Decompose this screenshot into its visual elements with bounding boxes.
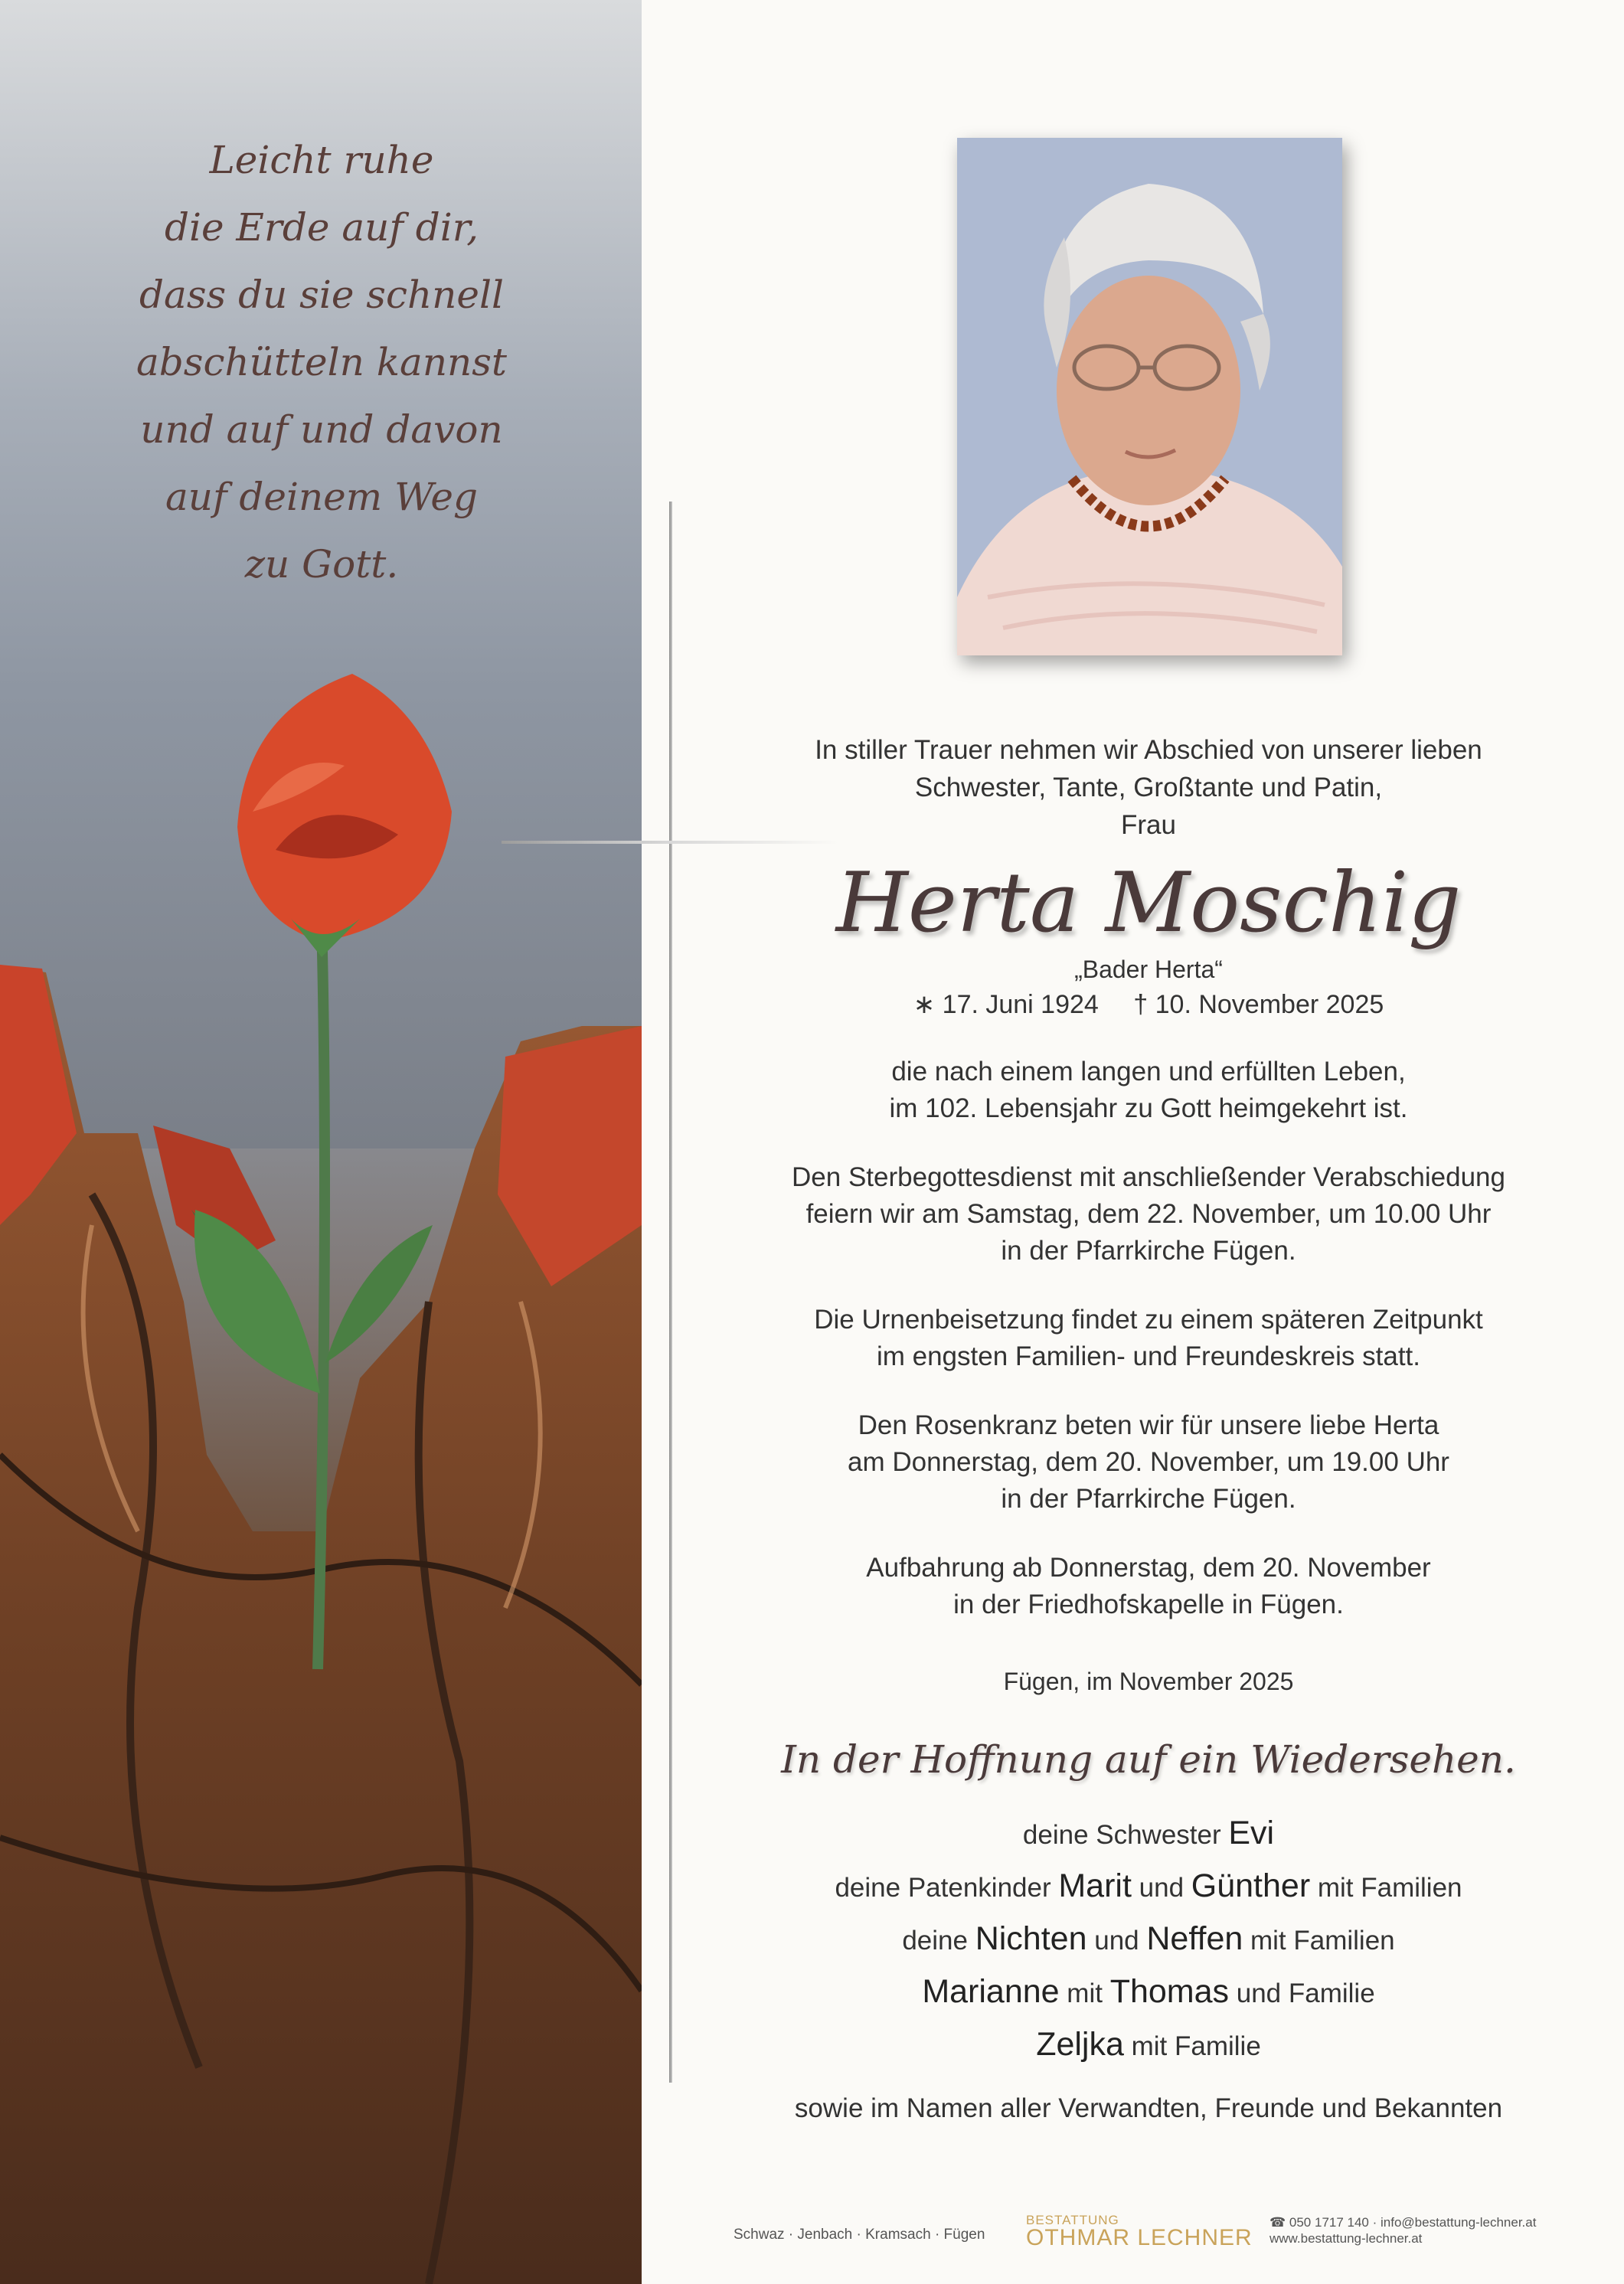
mourner-text: deine — [902, 1926, 975, 1956]
website-link[interactable]: www.bestattung-lechner.at — [1269, 2231, 1423, 2246]
mourner-text: mit Familien — [1243, 1926, 1395, 1956]
paragraph — [735, 1302, 1562, 1375]
poem-line: abschütteln kannst — [136, 340, 507, 384]
paragraph-line: Den Rosenkranz beten wir für unsere liebe Herta — [858, 1410, 1439, 1440]
poem-line: und auf und davon — [140, 407, 503, 452]
mourner-text: deine Schwester — [1022, 1820, 1229, 1850]
mourner-text: und — [1086, 1926, 1147, 1956]
mourner-name: Nichten — [975, 1920, 1087, 1957]
mourner-text: und — [1131, 1873, 1191, 1903]
mourner-name: Günther — [1191, 1867, 1311, 1904]
paragraph — [735, 1550, 1562, 1623]
mourner-name: Marit — [1058, 1867, 1132, 1904]
intro-line: Frau — [1121, 810, 1176, 840]
paragraph-line: die nach einem langen und erfüllten Leben, — [891, 1057, 1406, 1086]
mourner-name: Thomas — [1109, 1973, 1230, 2010]
poem-line: dass du sie schnell — [139, 273, 504, 317]
hope-phrase: In der Hoffnung auf ein Wiedersehen. — [781, 1737, 1516, 1782]
poem-line: Leicht ruhe — [209, 138, 434, 182]
footer-contact — [1269, 2214, 1536, 2246]
closing-line: sowie im Namen aller Verwandten, Freunde und Bekannten — [794, 2093, 1503, 2123]
obituary-text — [735, 731, 1562, 2124]
intro — [735, 731, 1562, 844]
poem-line: die Erde auf dir, — [164, 205, 479, 250]
paragraph-line: im 102. Lebensjahr zu Gott heimgekehrt ist. — [889, 1093, 1408, 1123]
mourner-name: Evi — [1228, 1815, 1275, 1851]
mourner-line — [735, 1808, 1562, 1861]
place-date: Fügen, im November 2025 — [1003, 1668, 1294, 1695]
paragraph-line: am Donnerstag, dem 20. November, um 19.00 Uhr — [848, 1447, 1449, 1477]
paragraph-line: Den Sterbegottesdienst mit anschließender Verabschiedung — [792, 1162, 1505, 1192]
mourner-name: Neffen — [1146, 1920, 1243, 1957]
mourner-text: und Familie — [1229, 1978, 1375, 2008]
death-date: † 10. November 2025 — [1133, 990, 1384, 1019]
birth-date: ∗ 17. Juni 1924 — [913, 990, 1099, 1019]
intro-line: Schwester, Tante, Großtante und Patin, — [914, 773, 1383, 802]
paragraph — [735, 1159, 1562, 1269]
poem-line: auf deinem Weg — [165, 475, 478, 519]
paragraph-line: Die Urnenbeisetzung findet zu einem späteren Zeitpunkt — [814, 1305, 1483, 1335]
paragraph-line: im engsten Familien- und Freundeskreis statt. — [876, 1341, 1421, 1371]
footer-towns: Schwaz · Jenbach · Kramsach · Fügen — [734, 2227, 985, 2243]
paragraph-line: in der Pfarrkirche Fügen. — [1001, 1236, 1296, 1266]
paragraph — [735, 1407, 1562, 1518]
funeral-home-label: BESTATTUNG — [1026, 2213, 1119, 2227]
paragraph-line: feiern wir am Samstag, dem 22. November, um 10.00 Uhr — [805, 1199, 1492, 1229]
mourner-name: Marianne — [922, 1973, 1060, 2010]
intro-line: In stiller Trauer nehmen wir Abschied von unserer lieben — [815, 735, 1482, 765]
poem-line: zu Gott. — [244, 542, 399, 587]
mourner-line — [735, 1913, 1562, 1966]
poem — [77, 126, 567, 598]
mourner-line — [735, 1861, 1562, 1913]
portrait-photo — [957, 138, 1342, 655]
paragraph-line: in der Friedhofskapelle in Fügen. — [953, 1590, 1344, 1619]
funeral-home-name: OTHMAR LECHNER — [1026, 2225, 1253, 2250]
paragraph-line: in der Pfarrkirche Fügen. — [1001, 1484, 1296, 1514]
deceased-name: Herta Moschig — [835, 855, 1462, 951]
paragraph-line: Aufbahrung ab Donnerstag, dem 20. November — [866, 1553, 1431, 1583]
mourner-text: mit — [1059, 1978, 1110, 2008]
rose-painting — [0, 0, 642, 2284]
mourner-text: mit Familie — [1123, 2031, 1261, 2061]
mourner-line — [735, 2019, 1562, 2072]
mourner-text: deine Patenkinder — [835, 1873, 1059, 1903]
mourner-line — [735, 1966, 1562, 2019]
paragraph — [735, 1054, 1562, 1127]
mourner-name: Zeljka — [1036, 2026, 1124, 2063]
mourners-list — [735, 1808, 1562, 2072]
mourner-text: mit Familien — [1310, 1873, 1462, 1903]
phone-email[interactable]: ☎ 050 1717 140 · info@bestattung-lechner.at — [1269, 2215, 1537, 2230]
deceased-nickname: „Bader Herta“ — [1074, 956, 1223, 983]
footer — [734, 2213, 1576, 2259]
life-dates — [735, 988, 1562, 1021]
portrait-illustration — [957, 138, 1342, 655]
cross-vertical-beam — [669, 502, 672, 2083]
